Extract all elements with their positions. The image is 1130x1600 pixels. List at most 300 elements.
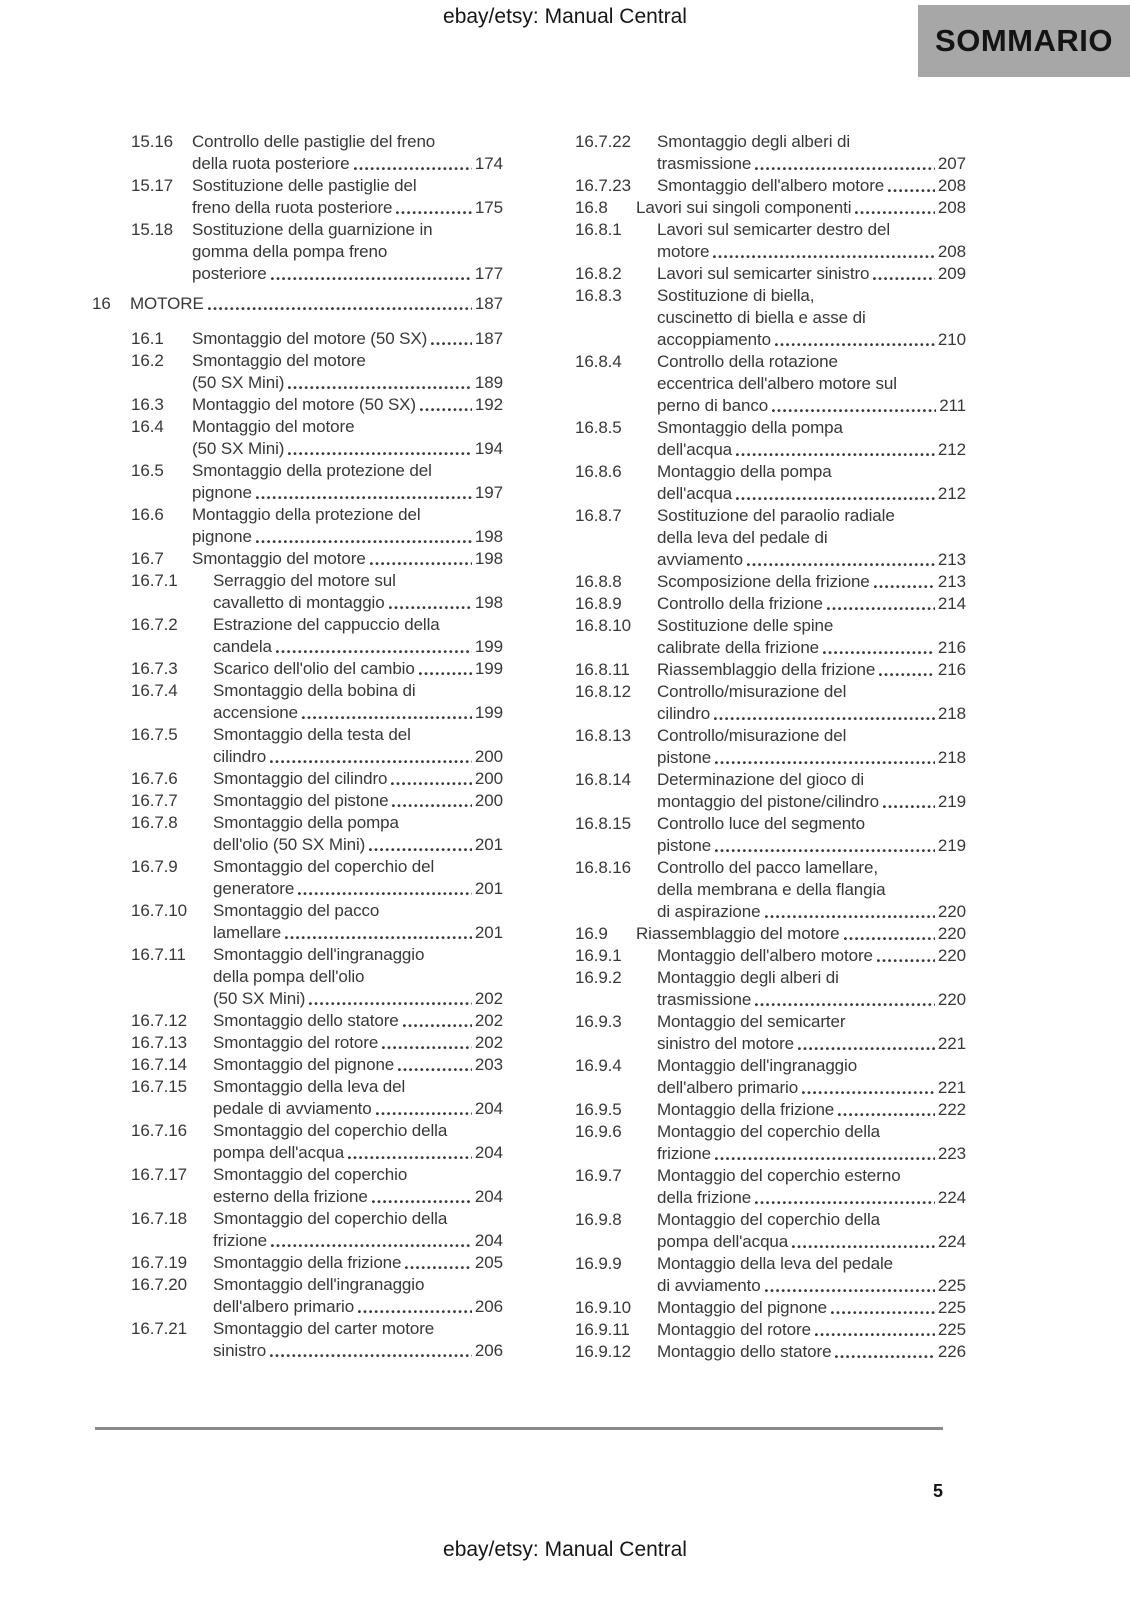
toc-entry — [575, 1011, 966, 1055]
toc-title-text: Smontaggio del pacco — [213, 901, 380, 920]
toc-entry-page: 204 — [474, 1231, 503, 1250]
toc-entry-title — [657, 571, 966, 593]
toc-title-text: della leva del pedale di — [657, 528, 828, 547]
toc-entry-page: 220 — [937, 902, 966, 921]
toc-entry-page: 214 — [937, 594, 966, 613]
toc-entry — [92, 1318, 503, 1362]
toc-title-text: Riassemblaggio del motore — [636, 924, 840, 943]
toc-title-text: Smontaggio del carter motore — [213, 1319, 435, 1338]
dot-leader — [208, 307, 472, 311]
toc-entry-title — [657, 1011, 966, 1055]
toc-entry — [575, 219, 966, 263]
dot-leader — [874, 585, 935, 589]
toc-entry-page: 220 — [937, 946, 966, 965]
toc-title-text: pedale di avviamento — [213, 1099, 372, 1118]
dot-leader — [802, 1091, 935, 1095]
toc-title-text: frizione — [657, 1144, 712, 1163]
toc-entry-title — [657, 285, 966, 351]
footer-rule — [95, 1427, 943, 1430]
toc-title-text: MOTORE — [130, 294, 204, 313]
toc-title-text: Smontaggio dell'albero motore — [657, 176, 885, 195]
toc-entry-title — [657, 1165, 966, 1209]
toc-entry-title — [213, 900, 503, 944]
toc-entry-page: 224 — [937, 1232, 966, 1251]
dot-leader — [270, 760, 472, 764]
dot-leader — [396, 211, 472, 215]
header-title: ebay/etsy: Manual Central — [443, 5, 687, 28]
toc-title-text: Lavori sui singoli componenti — [636, 198, 852, 217]
toc-entry-page: 202 — [474, 1033, 503, 1052]
toc-entry — [575, 1121, 966, 1165]
toc-entry — [575, 131, 966, 175]
toc-entry-page: 221 — [937, 1034, 966, 1053]
toc-entry-number: 16.7.18 — [131, 1209, 188, 1228]
toc-entry — [575, 1209, 966, 1253]
toc-entry-number: 16.5 — [131, 461, 164, 480]
toc-entry-page: 226 — [937, 1342, 966, 1361]
toc-entry-page: 213 — [937, 572, 966, 591]
toc-title-text: Controllo/misurazione del — [657, 682, 847, 701]
dot-leader — [883, 805, 935, 809]
dot-leader — [398, 1068, 472, 1072]
toc-entry-title — [657, 1121, 966, 1165]
toc-title-text: Riassemblaggio della frizione — [657, 660, 876, 679]
toc-title-text: Sostituzione di biella, — [657, 286, 815, 305]
toc-title-text: Montaggio del coperchio della — [657, 1122, 880, 1141]
toc-entry-title — [192, 460, 503, 504]
toc-title-text: Montaggio del rotore — [657, 1320, 811, 1339]
toc-entry-number: 16.8.4 — [575, 352, 622, 371]
toc-entry-title — [213, 768, 503, 790]
toc-entry — [92, 1032, 503, 1054]
toc-entry — [92, 1164, 503, 1208]
toc-entry-number: 16.8.2 — [575, 264, 622, 283]
toc-entry-title — [192, 131, 503, 175]
toc-entry-title — [213, 1208, 503, 1252]
toc-entry-title — [213, 1054, 503, 1076]
toc-entry-number: 16.8.13 — [575, 726, 632, 745]
toc-title-text: Estrazione del cappuccio della — [213, 615, 440, 634]
toc-entry-number: 16.3 — [131, 395, 164, 414]
toc-entry-number: 16.9.10 — [575, 1298, 632, 1317]
toc-title-text: Determinazione del gioco di — [657, 770, 865, 789]
toc-title-text: avviamento — [657, 550, 743, 569]
toc-entry — [92, 219, 503, 285]
toc-entry-title — [213, 724, 503, 768]
toc-entry — [575, 593, 966, 615]
toc-title-text: candela — [213, 637, 272, 656]
toc-entry-title — [657, 769, 966, 813]
toc-title-text: generatore — [213, 879, 295, 898]
toc-entry — [92, 131, 503, 175]
toc-entry — [92, 856, 503, 900]
toc-entry-title — [657, 857, 966, 923]
toc-entry-number: 16.2 — [131, 351, 164, 370]
toc-entry-number: 16.7.6 — [131, 769, 178, 788]
toc-title-text: Montaggio del semicarter — [657, 1012, 846, 1031]
toc-entry-number: 16.6 — [131, 505, 164, 524]
toc-entry-page: 216 — [937, 638, 966, 657]
toc-entry-number: 16.8.16 — [575, 858, 632, 877]
toc-entry-title — [657, 219, 966, 263]
toc-title-text: Sostituzione delle spine — [657, 616, 834, 635]
dot-leader — [405, 1266, 472, 1270]
toc-entry — [575, 1319, 966, 1341]
toc-entry-number: 16.7.22 — [575, 132, 632, 151]
toc-title-text: dell'olio (50 SX Mini) — [213, 835, 366, 854]
toc-title-text: Smontaggio del motore — [192, 549, 366, 568]
toc-entry-number: 16.7.23 — [575, 176, 632, 195]
toc-entry-page: 211 — [939, 396, 966, 415]
toc-entry-page: 204 — [474, 1187, 503, 1206]
toc-entry — [92, 812, 503, 856]
dot-leader — [288, 386, 472, 390]
toc-entry-title — [657, 1209, 966, 1253]
dot-leader — [256, 540, 472, 544]
toc-entry — [92, 460, 503, 504]
toc-entry — [92, 1076, 503, 1120]
toc-title-text: dell'albero primario — [213, 1297, 355, 1316]
toc-entry — [575, 857, 966, 923]
toc-entry-page: 208 — [937, 198, 966, 217]
toc-entry-page: 212 — [937, 440, 966, 459]
toc-title-text: trasmissione — [657, 154, 752, 173]
toc-entry-number: 16.8.14 — [575, 770, 632, 789]
toc-entry-page: 198 — [474, 593, 503, 612]
toc-entry-number: 15.17 — [131, 176, 174, 195]
toc-entry — [575, 1165, 966, 1209]
toc-entry — [575, 769, 966, 813]
toc-entry — [92, 658, 503, 680]
dot-leader — [713, 255, 935, 259]
toc-entry-page: 177 — [474, 264, 503, 283]
toc-entry-page: 187 — [474, 294, 503, 313]
dot-leader — [747, 563, 935, 567]
toc-title-text: Montaggio degli alberi di — [657, 968, 839, 987]
toc-entry — [575, 1297, 966, 1319]
toc-entry — [575, 197, 966, 219]
toc-title-text: Controllo del pacco lamellare, — [657, 858, 878, 877]
toc-entry-number: 16.8 — [575, 198, 608, 217]
toc-title-text: gomma della pompa freno — [192, 242, 388, 261]
toc-entry-number: 16.8.8 — [575, 572, 622, 591]
toc-title-text: Montaggio del coperchio della — [657, 1210, 880, 1229]
toc-entry-title — [213, 1318, 503, 1362]
toc-title-text: calibrate della frizione — [657, 638, 820, 657]
toc-entry-page: 219 — [937, 792, 966, 811]
toc-title-text: Controllo della frizione — [657, 594, 823, 613]
dot-leader — [391, 782, 472, 786]
toc-entry-title — [657, 175, 966, 197]
toc-entry-number: 15.16 — [131, 132, 174, 151]
toc-entry — [575, 1055, 966, 1099]
toc-entry-page: 194 — [474, 439, 503, 458]
toc-entry — [575, 813, 966, 857]
toc-entry-page: 213 — [937, 550, 966, 569]
toc-entry — [575, 967, 966, 1011]
dot-leader — [736, 497, 935, 501]
toc-title-text: della frizione — [657, 1188, 752, 1207]
toc-entry — [575, 923, 966, 945]
dot-leader — [827, 607, 935, 611]
toc-entry — [92, 1208, 503, 1252]
toc-entry — [575, 1253, 966, 1297]
toc-entry — [575, 945, 966, 967]
toc-entry-title — [657, 1297, 966, 1319]
toc-title-text: pistone — [657, 748, 712, 767]
toc-entry-number: 16.7.8 — [131, 813, 178, 832]
toc-title-text: Smontaggio del rotore — [213, 1033, 379, 1052]
dot-leader — [798, 1047, 935, 1051]
dot-leader — [302, 716, 472, 720]
dot-leader — [844, 937, 935, 941]
toc-entry-page: 202 — [474, 1011, 503, 1030]
toc-entry-title — [657, 813, 966, 857]
toc-entry-number: 16.8.7 — [575, 506, 622, 525]
toc-title-text: (50 SX Mini) — [192, 439, 285, 458]
toc-entry-page: 212 — [937, 484, 966, 503]
toc-entry-number: 16.7.17 — [131, 1165, 188, 1184]
dot-leader — [358, 1310, 472, 1314]
toc-entry-page: 218 — [937, 704, 966, 723]
toc-entry-number: 16.8.9 — [575, 594, 622, 613]
toc-entry — [92, 328, 503, 350]
toc-entry-page: 220 — [937, 924, 966, 943]
toc-entry-title — [657, 263, 966, 285]
toc-title-text: dell'albero primario — [657, 1078, 799, 1097]
dot-leader — [755, 1003, 935, 1007]
toc-entry — [575, 351, 966, 417]
toc-entry-title — [213, 944, 503, 1010]
dot-leader — [877, 959, 935, 963]
toc-title-text: Smontaggio della leva del — [213, 1077, 406, 1096]
toc-title-text: della ruota posteriore — [192, 154, 350, 173]
toc-entry-title — [213, 1120, 503, 1164]
toc-title-text: Smontaggio del coperchio del — [213, 857, 435, 876]
toc-entry-number: 16.7.20 — [131, 1275, 188, 1294]
toc-entry-title — [657, 461, 966, 505]
toc-entry-title — [213, 790, 503, 812]
toc-entry-title — [192, 175, 503, 219]
dot-leader — [403, 1024, 472, 1028]
toc-entry-number: 16.7.10 — [131, 901, 188, 920]
toc-entry-number: 16.7.13 — [131, 1033, 188, 1052]
toc-entry — [575, 615, 966, 659]
toc-entry — [92, 293, 503, 315]
toc-entry-page: 208 — [937, 242, 966, 261]
toc-title-text: Montaggio del pignone — [657, 1298, 827, 1317]
toc-entry-number: 16.8.12 — [575, 682, 632, 701]
toc-title-text: esterno della frizione — [213, 1187, 368, 1206]
toc-entry-title — [213, 1164, 503, 1208]
toc-entry-page: 201 — [474, 923, 503, 942]
toc-entry — [92, 680, 503, 724]
toc-entry-number: 16.9.9 — [575, 1254, 622, 1273]
toc-title-text: frizione — [213, 1231, 268, 1250]
dot-leader — [420, 408, 472, 412]
toc-entry-page: 209 — [937, 264, 966, 283]
sommario-tab-label: SOMMARIO — [935, 23, 1113, 58]
toc-entry-page: 202 — [474, 989, 503, 1008]
dot-leader — [370, 562, 472, 566]
toc-entry-number: 16.7.11 — [131, 945, 186, 964]
dot-leader — [838, 1113, 935, 1117]
toc-title-text: Smontaggio del motore (50 SX) — [192, 329, 428, 348]
toc-title-text: Smontaggio della bobina di — [213, 681, 416, 700]
dot-leader — [823, 651, 935, 655]
toc-entry-title — [657, 681, 966, 725]
toc-entry-number: 16.8.15 — [575, 814, 632, 833]
toc-entry — [575, 505, 966, 571]
toc-title-text: Montaggio del motore — [192, 417, 355, 436]
toc-entry-number: 16 — [92, 294, 111, 313]
toc-entry-number: 16.9.5 — [575, 1100, 622, 1119]
dot-leader — [376, 1112, 472, 1116]
toc-entry-number: 16.7.16 — [131, 1121, 188, 1140]
toc-entry-page: 197 — [474, 483, 503, 502]
toc-entry — [575, 417, 966, 461]
toc-left-column — [92, 131, 503, 1362]
toc-entry — [92, 1274, 503, 1318]
toc-entry — [92, 394, 503, 416]
dot-leader — [348, 1156, 472, 1160]
dot-leader — [765, 1289, 935, 1293]
toc-entry — [575, 659, 966, 681]
toc-entry — [92, 900, 503, 944]
toc-title-text: Scarico dell'olio del cambio — [213, 659, 415, 678]
toc-title-text: sinistro — [213, 1341, 267, 1360]
toc-entry-number: 16.7.9 — [131, 857, 178, 876]
toc-entry-page: 198 — [474, 527, 503, 546]
toc-title-text: cilindro — [213, 747, 267, 766]
toc-entry — [92, 350, 503, 394]
toc-title-text: Montaggio del coperchio esterno — [657, 1166, 901, 1185]
toc-title-text: Smontaggio dell'ingranaggio — [213, 945, 425, 964]
dot-leader — [288, 452, 472, 456]
dot-leader — [835, 1355, 934, 1359]
toc-entry — [92, 768, 503, 790]
toc-title-text: cuscinetto di biella e asse di — [657, 308, 866, 327]
toc-entry-title — [213, 812, 503, 856]
toc-entry-title — [657, 945, 966, 967]
toc-entry-page: 200 — [474, 747, 503, 766]
toc-title-text: della membrana e della flangia — [657, 880, 886, 899]
dot-leader — [755, 1201, 935, 1205]
toc-entry-title — [636, 197, 966, 219]
dot-leader — [271, 1244, 472, 1248]
toc-entry-number: 16.9.4 — [575, 1056, 622, 1075]
toc-entry — [575, 285, 966, 351]
toc-title-text: Sostituzione della guarnizione in — [192, 220, 433, 239]
toc-title-text: Sostituzione del paraolio radiale — [657, 506, 895, 525]
toc-entry-page: 224 — [937, 1188, 966, 1207]
toc-entry-number: 16.7 — [131, 549, 164, 568]
toc-entry — [92, 504, 503, 548]
toc-title-text: Montaggio della pompa — [657, 462, 832, 481]
toc-title-text: (50 SX Mini) — [213, 989, 306, 1008]
toc-title-text: di aspirazione — [657, 902, 761, 921]
toc-entry-page: 222 — [937, 1100, 966, 1119]
toc-entry-title — [192, 219, 503, 285]
toc-entry-number: 16.9 — [575, 924, 608, 943]
toc-entry-title — [213, 614, 503, 658]
toc-title-text: Controllo luce del segmento — [657, 814, 866, 833]
toc-title-text: di avviamento — [657, 1276, 761, 1295]
toc-title-text: motore — [657, 242, 710, 261]
dot-leader — [831, 1311, 935, 1315]
toc-title-text: Smontaggio del motore — [192, 351, 366, 370]
toc-title-text: sinistro del motore — [657, 1034, 794, 1053]
toc-entry-page: 204 — [474, 1143, 503, 1162]
toc-entry-title — [657, 615, 966, 659]
toc-entry-title — [192, 504, 503, 548]
toc-entry — [92, 1252, 503, 1274]
dot-leader — [873, 277, 935, 281]
toc-entry-number: 16.9.7 — [575, 1166, 622, 1185]
toc-title-text: Sostituzione delle pastiglie del — [192, 176, 417, 195]
toc-right-column — [575, 131, 966, 1363]
toc-title-text: Controllo delle pastiglie del freno — [192, 132, 436, 151]
toc-entry-page: 189 — [474, 373, 503, 392]
toc-entry — [575, 1341, 966, 1363]
toc-entry-page: 174 — [474, 154, 503, 173]
toc-title-text: Montaggio del motore (50 SX) — [192, 395, 416, 414]
toc-title-text: Montaggio dello statore — [657, 1342, 832, 1361]
toc-title-text: dell'acqua — [657, 484, 733, 503]
toc-entry-title — [213, 1010, 503, 1032]
toc-entry-title — [657, 505, 966, 571]
toc-entry — [92, 944, 503, 1010]
toc-entry-title — [657, 351, 966, 417]
dot-leader — [431, 342, 472, 346]
toc-title-text: Smontaggio della frizione — [213, 1253, 402, 1272]
toc-entry — [92, 416, 503, 460]
toc-title-text: trasmissione — [657, 990, 752, 1009]
toc-title-text: lamellare — [213, 923, 282, 942]
toc-entry — [92, 790, 503, 812]
toc-entry-title — [636, 923, 966, 945]
toc-entry-number: 16.7.15 — [131, 1077, 188, 1096]
toc-entry-page: 210 — [937, 330, 966, 349]
toc-entry-number: 16.8.5 — [575, 418, 622, 437]
toc-entry-page: 219 — [937, 836, 966, 855]
dot-leader — [298, 892, 472, 896]
toc-entry-page: 216 — [937, 660, 966, 679]
toc-title-text: freno della ruota posteriore — [192, 198, 393, 217]
toc-title-text: Smontaggio del coperchio della — [213, 1121, 448, 1140]
dot-leader — [285, 936, 472, 940]
toc-title-text: Montaggio della leva del pedale — [657, 1254, 894, 1273]
dot-leader — [755, 167, 935, 171]
toc-title-text: della pompa dell'olio — [213, 967, 365, 986]
toc-title-text: montaggio del pistone/cilindro — [657, 792, 879, 811]
toc-entry-page: 207 — [937, 154, 966, 173]
toc-entry-title — [213, 1076, 503, 1120]
toc-entry-number: 16.7.7 — [131, 791, 178, 810]
dot-leader — [775, 343, 935, 347]
toc-title-text: posteriore — [192, 264, 267, 283]
toc-title-text: pignone — [192, 483, 252, 502]
toc-entry-page: 225 — [937, 1320, 966, 1339]
toc-entry-page: 204 — [474, 1099, 503, 1118]
dot-leader — [815, 1333, 935, 1337]
toc-title-text: Smontaggio degli alberi di — [657, 132, 851, 151]
toc-entry — [575, 681, 966, 725]
toc-entry-title — [192, 328, 503, 350]
toc-entry-number: 16.8.6 — [575, 462, 622, 481]
sommario-tab — [918, 5, 1130, 77]
toc-entry-title — [657, 1341, 966, 1363]
